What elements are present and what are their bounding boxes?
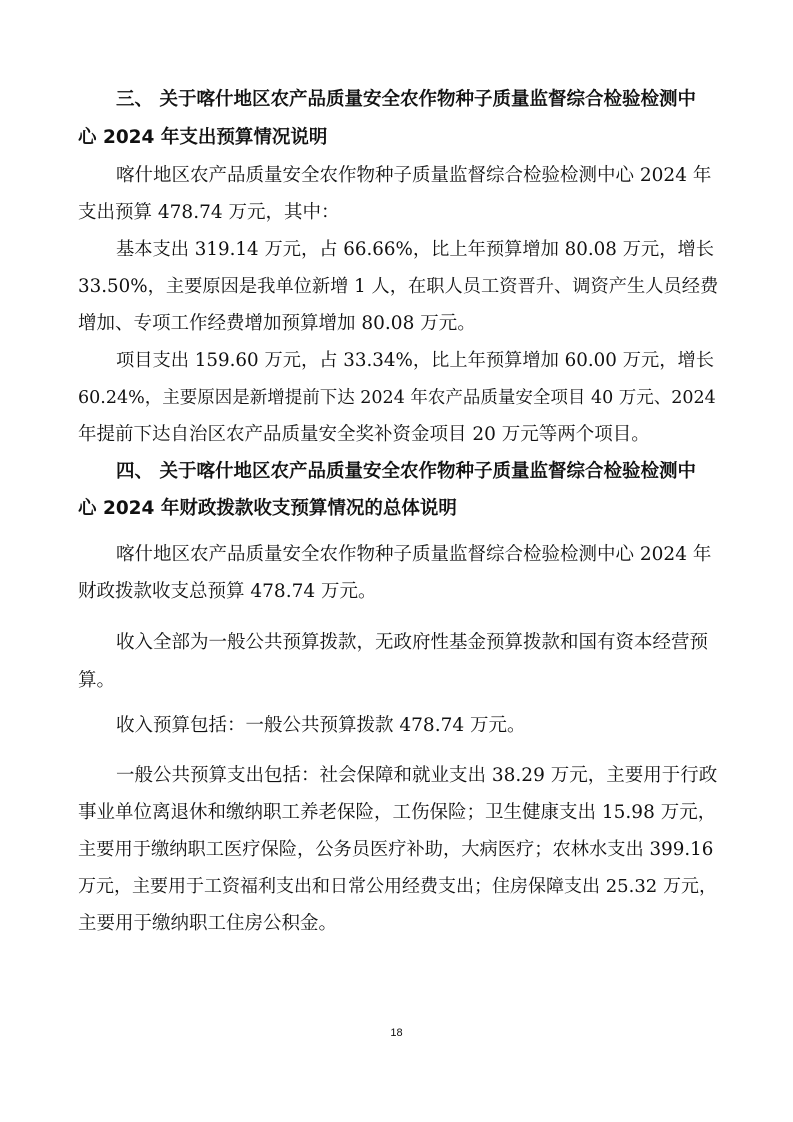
- section-3-paragraph-3-line-3: 年提前下达自治区农产品质量安全奖补资金项目 20 万元等两个项目。: [78, 424, 650, 445]
- section-4-heading-line-1: 四、 关于喀什地区农产品质量安全农作物种子质量监督综合检验检测中: [116, 461, 696, 482]
- section-3-heading-line-2: 心 2024 年支出预算情况说明: [78, 127, 328, 148]
- section-4-paragraph-4-line-1: 一般公共预算支出包括：社会保障和就业支出 38.29 万元，主要用于行政: [116, 765, 718, 786]
- section-4-paragraph-4-line-4: 万元，主要用于工资福利支出和日常公用经费支出；住房保障支出 25.32 万元，: [78, 876, 717, 897]
- section-4-paragraph-4-line-5: 主要用于缴纳职工住房公积金。: [78, 913, 338, 934]
- section-3-paragraph-2-line-2: 33.50%，主要原因是我单位新增 1 人，在职人员工资晋升、调资产生人员经费: [78, 276, 719, 297]
- section-3-paragraph-1-line-2: 支出预算 478.74 万元，其中：: [78, 202, 340, 223]
- section-4-paragraph-3-line-1: 收入预算包括：一般公共预算拨款 478.74 万元。: [116, 715, 526, 736]
- section-3-paragraph-3-line-1: 项目支出 159.60 万元，占 33.34%，比上年预算增加 60.00 万元，增长: [116, 350, 714, 371]
- section-3-paragraph-2-line-1: 基本支出 319.14 万元，占 66.66%，比上年预算增加 80.08 万元，增长: [116, 239, 714, 260]
- section-4-paragraph-1-line-1: 喀什地区农产品质量安全农作物种子质量监督综合检验检测中心 2024 年: [116, 544, 712, 565]
- section-4-paragraph-2-line-2: 算。: [78, 670, 116, 691]
- section-3-paragraph-1-line-1: 喀什地区农产品质量安全农作物种子质量监督综合检验检测中心 2024 年: [116, 165, 712, 186]
- section-3-paragraph-3-line-2: 60.24%，主要原因是新增提前下达 2024 年农产品质量安全项目 40 万元、2024: [78, 388, 716, 408]
- section-4-heading-line-2: 心 2024 年财政拨款收支预算情况的总体说明: [78, 498, 457, 519]
- section-4-paragraph-1-line-2: 财政拨款收支总预算 478.74 万元。: [78, 581, 377, 602]
- section-4-paragraph-2-line-1: 收入全部为一般公共预算拨款，无政府性基金预算拨款和国有资本经营预: [116, 632, 709, 653]
- section-4-paragraph-4-line-2: 事业单位离退休和缴纳职工养老保险，工伤保险；卫生健康支出 15.98 万元，: [78, 802, 717, 823]
- section-4-paragraph-4-line-3: 主要用于缴纳职工医疗保险，公务员医疗补助，大病医疗；农林水支出 399.16: [78, 839, 714, 860]
- page-number: 18: [390, 1027, 403, 1039]
- section-3-paragraph-2-line-3: 增加、专项工作经费增加预算增加 80.08 万元。: [78, 313, 476, 334]
- section-3-heading-line-1: 三、 关于喀什地区农产品质量安全农作物种子质量监督综合检验检测中: [116, 89, 696, 110]
